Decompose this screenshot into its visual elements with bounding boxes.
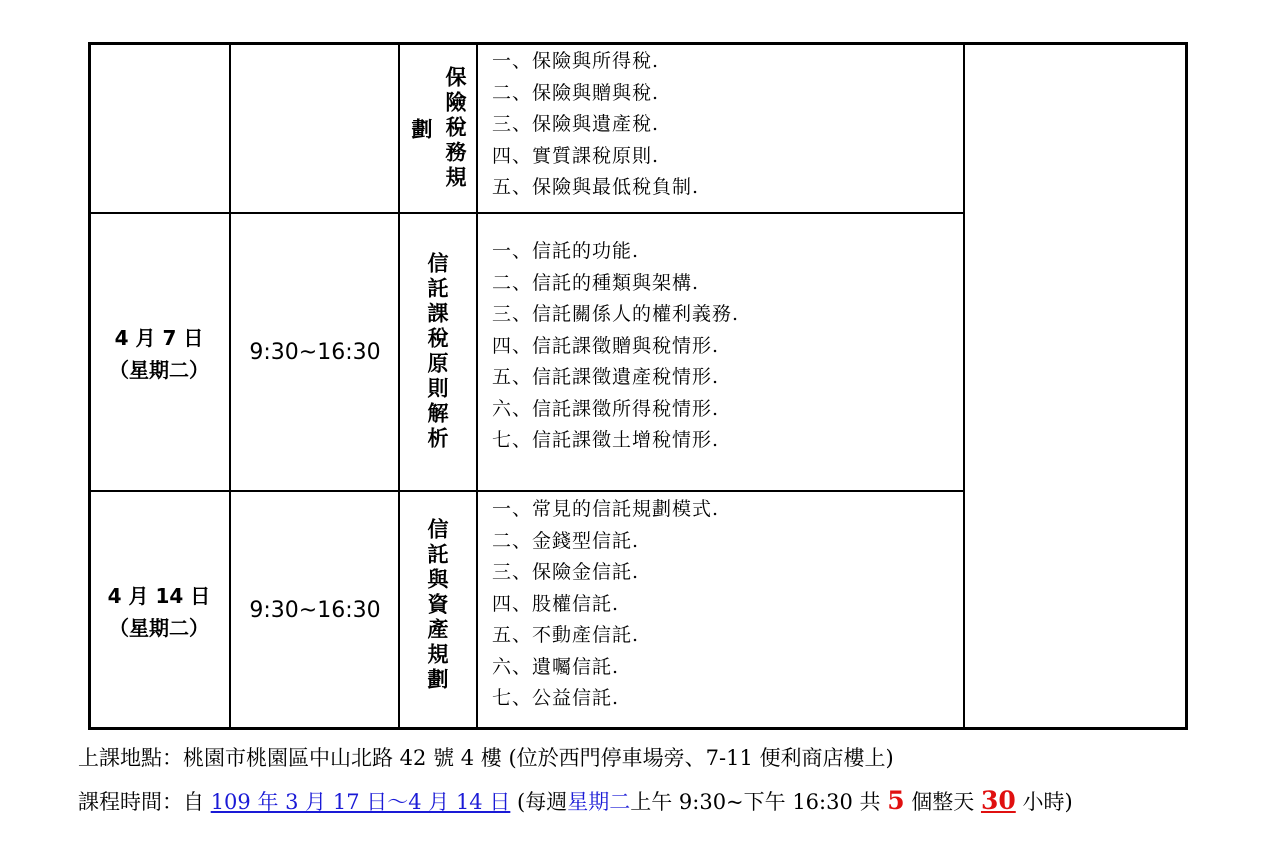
course-title: 保險稅務規 — [443, 66, 467, 191]
course-weekday: （星期二） — [109, 358, 209, 382]
course-title: 信託課稅原則解析 — [425, 252, 449, 452]
schedule-range-link[interactable]: 109 年 3 月 17 日～4 月 14 日 — [210, 790, 511, 814]
schedule-label: 課程時間： — [78, 790, 183, 814]
schedule-line — [78, 786, 1073, 816]
column-divider — [963, 42, 965, 730]
row-divider — [88, 212, 964, 214]
list-item: 五、保險與最低稅負制. — [492, 176, 700, 198]
course-date: 4 月 7 日 — [114, 326, 204, 350]
schedule-days-unit: 個整天 — [904, 790, 981, 814]
schedule-days: 5 — [887, 786, 905, 815]
schedule-hours: 上午 9:30~下午 16:30 共 — [630, 790, 888, 814]
list-item: 一、保險與所得稅. — [492, 50, 660, 72]
list-item: 四、股權信託. — [492, 592, 620, 615]
list-item: 三、保險金信託. — [492, 561, 640, 583]
list-item: 六、遺囑信託. — [492, 655, 620, 678]
column-divider — [229, 42, 231, 730]
list-item: 五、信託課徵遺產稅情形. — [492, 366, 720, 388]
location-label: 上課地點： — [78, 746, 183, 770]
list-item: 五、不動產信託. — [492, 624, 640, 646]
schedule-open: (每週 — [510, 790, 568, 814]
course-topics — [492, 236, 739, 457]
list-item: 三、保險與遺產稅. — [492, 113, 660, 135]
list-item: 二、信託的種類與架構. — [492, 271, 700, 294]
location-line — [78, 742, 894, 772]
list-item: 七、公益信託. — [492, 687, 620, 709]
course-time: 9:30~16:30 — [249, 598, 381, 623]
column-divider — [398, 42, 400, 730]
course-topics — [492, 46, 699, 204]
course-topics — [492, 494, 719, 715]
list-item: 二、保險與贈與稅. — [492, 81, 660, 104]
course-weekday: （星期二） — [109, 616, 209, 640]
list-item: 四、實質課稅原則. — [492, 144, 660, 167]
list-item: 一、信託的功能. — [492, 240, 640, 262]
list-item: 一、常見的信託規劃模式. — [492, 498, 720, 520]
list-item: 三、信託關係人的權利義務. — [492, 303, 740, 325]
course-title: 信託與資產規劃 — [425, 518, 449, 693]
list-item: 六、信託課徵所得稅情形. — [492, 397, 720, 420]
schedule-from: 自 — [183, 790, 211, 814]
schedule-total-hours: 30 — [980, 786, 1016, 815]
list-item: 七、信託課徵土增稅情形. — [492, 429, 720, 451]
location-value: 桃園市桃園區中山北路 42 號 4 樓 (位於西門停車場旁、7-11 便利商店樓上) — [183, 746, 894, 770]
schedule-total-unit: 小時) — [1015, 790, 1073, 814]
course-title-extra: 劃 — [409, 118, 433, 143]
course-date: 4 月 14 日 — [107, 584, 211, 608]
schedule-weekday: 星期二 — [567, 790, 631, 814]
column-divider — [476, 42, 478, 730]
list-item: 二、金錢型信託. — [492, 529, 640, 552]
course-time: 9:30~16:30 — [249, 340, 381, 365]
row-divider — [88, 490, 964, 492]
list-item: 四、信託課徵贈與稅情形. — [492, 334, 720, 357]
